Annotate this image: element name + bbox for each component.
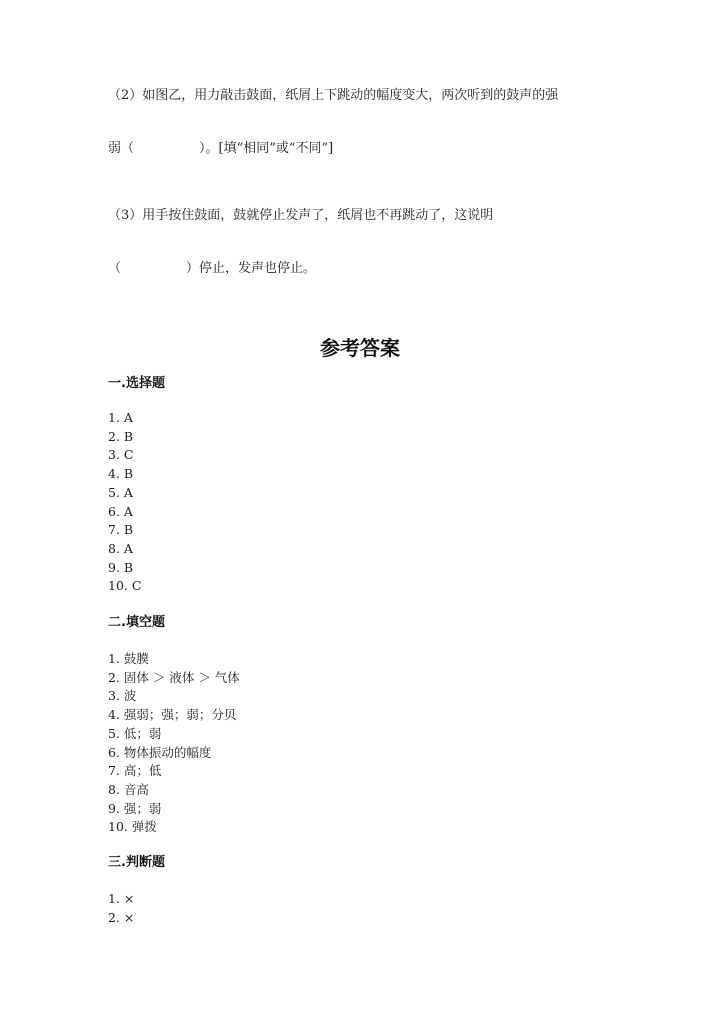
list-item: 3. C: [108, 447, 134, 463]
section-heading-choice: 一.选择题: [108, 376, 165, 391]
list-item: 4. B: [108, 466, 134, 482]
answer-key-title: 参考答案: [320, 336, 400, 360]
list-item: 6. 物体振动的幅度: [108, 744, 212, 760]
list-item: 7. B: [108, 522, 134, 538]
list-item: 6. A: [108, 503, 133, 519]
true-false-answers-list: [108, 890, 134, 927]
list-item: 1. 鼓膜: [108, 651, 149, 666]
list-item: 10. 弹拨: [108, 819, 157, 835]
list-item: 7. 高；低: [108, 763, 162, 779]
list-item: 10. C: [108, 578, 142, 594]
list-item: 1. A: [108, 410, 133, 425]
question-3-line-1: （3）用手按住鼓面，鼓就停止发声了，纸屑也不再跳动了，这说明: [108, 208, 494, 223]
question-2-line-1: （2）如图乙，用力敲击鼓面，纸屑上下跳动的幅度变大，两次听到的鼓声的强: [108, 88, 559, 103]
question-2-line-2: 弱（ ）。[填“相同”或“不同”]: [108, 141, 334, 156]
list-item: 8. A: [108, 540, 133, 556]
list-item: 9. 强；弱: [108, 800, 162, 816]
choice-answers-list: [108, 409, 141, 596]
fill-in-answers-list: [108, 650, 240, 837]
list-item: 9. B: [108, 559, 134, 575]
list-item: 2. ×: [108, 909, 135, 925]
section-heading-true-false: 三.判断题: [108, 855, 165, 870]
list-item: 3. 波: [108, 688, 137, 704]
question-3-line-2: （ ）停止，发声也停止。: [108, 261, 317, 276]
section-heading-fill-in: 二.填空题: [108, 615, 165, 630]
list-item: 5. 低；弱: [108, 725, 162, 741]
list-item: 2. B: [108, 428, 134, 444]
list-item: 2. 固体 ＞ 液体 ＞ 气体: [108, 669, 240, 685]
list-item: 4. 强弱；强；弱；分贝: [108, 707, 237, 723]
list-item: 1. ×: [108, 891, 135, 906]
list-item: 5. A: [108, 484, 133, 500]
list-item: 8. 音高: [108, 781, 149, 797]
